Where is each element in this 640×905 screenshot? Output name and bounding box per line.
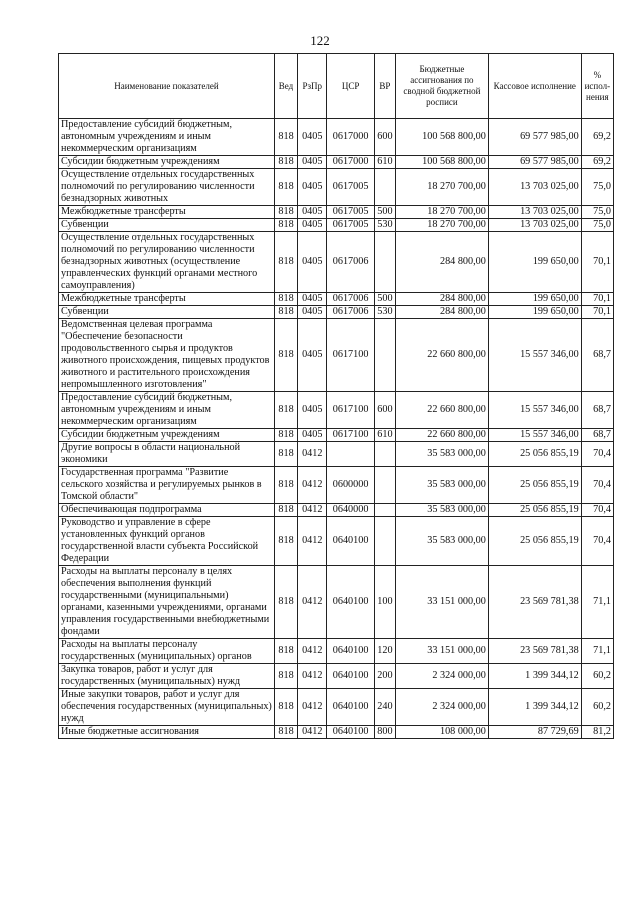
- row-name: Обеспечивающая подпрограмма: [59, 504, 275, 517]
- row-name: Субвенции: [59, 306, 275, 319]
- header-name: Наименование показателей: [59, 54, 275, 119]
- row-budget: 35 583 000,00: [396, 517, 489, 566]
- row-csr: 0617100: [327, 429, 374, 442]
- row-budget: 108 000,00: [396, 726, 489, 739]
- header-rzpr: РзПр: [298, 54, 327, 119]
- header-ved: Вед: [274, 54, 297, 119]
- row-budget: 22 660 800,00: [396, 429, 489, 442]
- row-rzpr: 0412: [298, 664, 327, 689]
- row-csr: 0617100: [327, 319, 374, 392]
- row-csr: 0617006: [327, 306, 374, 319]
- table-row: [59, 232, 614, 293]
- row-percent: 69,2: [581, 119, 613, 156]
- row-cash: 25 056 855,19: [488, 467, 581, 504]
- table-row: [59, 319, 614, 392]
- row-name: Руководство и управление в сфере установленных функций органов государственной власти субъекта Российской Федерации: [59, 517, 275, 566]
- row-cash: 25 056 855,19: [488, 442, 581, 467]
- row-vr: 100: [374, 566, 395, 639]
- row-percent: 60,2: [581, 664, 613, 689]
- row-budget: 22 660 800,00: [396, 392, 489, 429]
- row-csr: 0640100: [327, 639, 374, 664]
- row-vr: 500: [374, 293, 395, 306]
- row-percent: 70,1: [581, 232, 613, 293]
- row-rzpr: 0412: [298, 504, 327, 517]
- table-row: [59, 306, 614, 319]
- table-row: [59, 206, 614, 219]
- row-csr: 0617005: [327, 219, 374, 232]
- row-ved: 818: [274, 429, 297, 442]
- table-row: [59, 664, 614, 689]
- row-cash: 15 557 346,00: [488, 392, 581, 429]
- budget-execution-table: [58, 53, 614, 739]
- row-rzpr: 0405: [298, 232, 327, 293]
- row-name: Государственная программа "Развитие сельского хозяйства и регулируемых рынков в Томской области": [59, 467, 275, 504]
- row-percent: 70,4: [581, 517, 613, 566]
- row-vr: 610: [374, 156, 395, 169]
- row-name: Иные закупки товаров, работ и услуг для обеспечения государственных (муниципальных) нужд: [59, 689, 275, 726]
- row-budget: 35 583 000,00: [396, 442, 489, 467]
- page-number: 122: [310, 33, 330, 48]
- row-cash: 23 569 781,38: [488, 566, 581, 639]
- row-vr: 600: [374, 119, 395, 156]
- row-cash: 199 650,00: [488, 306, 581, 319]
- row-ved: 818: [274, 392, 297, 429]
- row-percent: 68,7: [581, 429, 613, 442]
- row-vr: [374, 319, 395, 392]
- table-row: [59, 169, 614, 206]
- row-percent: 71,1: [581, 639, 613, 664]
- header-vr: ВР: [374, 54, 395, 119]
- row-ved: 818: [274, 232, 297, 293]
- row-name: Ведомственная целевая программа "Обеспечение безопасности продовольственного сырья и продуктов животного происхождения, пищевых продуктов животного и растительного происхождения непромышленного изготовления": [59, 319, 275, 392]
- table-row: [59, 504, 614, 517]
- row-name: Субвенции: [59, 219, 275, 232]
- row-cash: 199 650,00: [488, 232, 581, 293]
- table-row: [59, 467, 614, 504]
- header-percent: % испол-нения: [581, 54, 613, 119]
- row-csr: 0640100: [327, 664, 374, 689]
- row-vr: [374, 442, 395, 467]
- row-budget: 33 151 000,00: [396, 639, 489, 664]
- row-name: Другие вопросы в области национальной экономики: [59, 442, 275, 467]
- row-vr: [374, 467, 395, 504]
- row-ved: 818: [274, 219, 297, 232]
- row-cash: 69 577 985,00: [488, 119, 581, 156]
- row-rzpr: 0405: [298, 169, 327, 206]
- row-ved: 818: [274, 467, 297, 504]
- row-percent: 68,7: [581, 392, 613, 429]
- table-row: [59, 639, 614, 664]
- row-budget: 284 800,00: [396, 306, 489, 319]
- row-rzpr: 0405: [298, 293, 327, 306]
- row-budget: 100 568 800,00: [396, 156, 489, 169]
- row-vr: [374, 169, 395, 206]
- row-ved: 818: [274, 504, 297, 517]
- row-percent: 70,4: [581, 467, 613, 504]
- row-name: Межбюджетные трансферты: [59, 206, 275, 219]
- row-csr: 0640100: [327, 689, 374, 726]
- row-vr: 500: [374, 206, 395, 219]
- row-csr: 0617005: [327, 169, 374, 206]
- row-csr: 0617000: [327, 156, 374, 169]
- row-ved: 818: [274, 306, 297, 319]
- row-cash: 13 703 025,00: [488, 169, 581, 206]
- table-row: [59, 429, 614, 442]
- row-ved: 818: [274, 293, 297, 306]
- row-rzpr: 0412: [298, 726, 327, 739]
- row-vr: [374, 504, 395, 517]
- row-vr: 800: [374, 726, 395, 739]
- row-cash: 1 399 344,12: [488, 689, 581, 726]
- row-percent: 81,2: [581, 726, 613, 739]
- row-cash: 25 056 855,19: [488, 504, 581, 517]
- row-name: Осуществление отдельных государственных полномочий по регулированию численности безнадзорных животных: [59, 169, 275, 206]
- row-ved: 818: [274, 566, 297, 639]
- row-csr: [327, 442, 374, 467]
- row-rzpr: 0405: [298, 156, 327, 169]
- row-ved: 818: [274, 156, 297, 169]
- row-cash: 13 703 025,00: [488, 206, 581, 219]
- row-percent: 75,0: [581, 219, 613, 232]
- row-name: Закупка товаров, работ и услуг для государственных (муниципальных) нужд: [59, 664, 275, 689]
- row-ved: 818: [274, 639, 297, 664]
- row-csr: 0640100: [327, 517, 374, 566]
- row-percent: 68,7: [581, 319, 613, 392]
- row-budget: 284 800,00: [396, 232, 489, 293]
- table-row: [59, 517, 614, 566]
- row-percent: 70,1: [581, 293, 613, 306]
- row-vr: 200: [374, 664, 395, 689]
- row-rzpr: 0405: [298, 206, 327, 219]
- row-csr: 0617100: [327, 392, 374, 429]
- row-percent: 70,1: [581, 306, 613, 319]
- row-ved: 818: [274, 442, 297, 467]
- row-rzpr: 0412: [298, 566, 327, 639]
- row-budget: 33 151 000,00: [396, 566, 489, 639]
- row-percent: 70,4: [581, 504, 613, 517]
- row-cash: 15 557 346,00: [488, 319, 581, 392]
- row-vr: 610: [374, 429, 395, 442]
- row-percent: 60,2: [581, 689, 613, 726]
- row-ved: 818: [274, 689, 297, 726]
- row-csr: 0600000: [327, 467, 374, 504]
- row-csr: 0617006: [327, 232, 374, 293]
- row-ved: 818: [274, 726, 297, 739]
- row-percent: 70,4: [581, 442, 613, 467]
- row-rzpr: 0405: [298, 319, 327, 392]
- row-name: Расходы на выплаты персоналу в целях обеспечения выполнения функций государственными (муниципальными) органами, казенными учреждениями, органами управления государственными внебюджетными фондами: [59, 566, 275, 639]
- row-budget: 18 270 700,00: [396, 169, 489, 206]
- row-csr: 0617005: [327, 206, 374, 219]
- table-row: [59, 726, 614, 739]
- row-rzpr: 0405: [298, 429, 327, 442]
- row-budget: 284 800,00: [396, 293, 489, 306]
- row-rzpr: 0405: [298, 119, 327, 156]
- row-csr: 0640100: [327, 566, 374, 639]
- row-percent: 69,2: [581, 156, 613, 169]
- row-budget: 2 324 000,00: [396, 664, 489, 689]
- table-header-row: [59, 54, 614, 119]
- row-rzpr: 0412: [298, 442, 327, 467]
- row-name: Предоставление субсидий бюджетным, автономным учреждениям и иным некоммерческим организациям: [59, 392, 275, 429]
- row-vr: 120: [374, 639, 395, 664]
- row-ved: 818: [274, 517, 297, 566]
- row-name: Иные бюджетные ассигнования: [59, 726, 275, 739]
- row-rzpr: 0412: [298, 689, 327, 726]
- table-row: [59, 392, 614, 429]
- row-name: Осуществление отдельных государственных полномочий по регулированию численности безнадзорных животных (осуществление управленческих функций органами местного самоуправления): [59, 232, 275, 293]
- row-ved: 818: [274, 206, 297, 219]
- row-cash: 15 557 346,00: [488, 429, 581, 442]
- row-vr: 600: [374, 392, 395, 429]
- row-name: Расходы на выплаты персоналу государственных (муниципальных) органов: [59, 639, 275, 664]
- row-ved: 818: [274, 119, 297, 156]
- row-rzpr: 0412: [298, 639, 327, 664]
- table-row: [59, 442, 614, 467]
- row-cash: 69 577 985,00: [488, 156, 581, 169]
- row-cash: 23 569 781,38: [488, 639, 581, 664]
- row-csr: 0640000: [327, 504, 374, 517]
- row-name: Субсидии бюджетным учреждениям: [59, 156, 275, 169]
- table-body: [59, 119, 614, 739]
- table-row: [59, 566, 614, 639]
- table-row: [59, 119, 614, 156]
- row-csr: 0640100: [327, 726, 374, 739]
- row-budget: 22 660 800,00: [396, 319, 489, 392]
- row-vr: 530: [374, 306, 395, 319]
- row-vr: [374, 517, 395, 566]
- row-cash: 13 703 025,00: [488, 219, 581, 232]
- row-ved: 818: [274, 319, 297, 392]
- table-row: [59, 156, 614, 169]
- row-csr: 0617000: [327, 119, 374, 156]
- row-rzpr: 0412: [298, 467, 327, 504]
- row-budget: 18 270 700,00: [396, 206, 489, 219]
- row-budget: 18 270 700,00: [396, 219, 489, 232]
- row-name: Субсидии бюджетным учреждениям: [59, 429, 275, 442]
- header-cash: Кассовое исполнение: [488, 54, 581, 119]
- row-vr: 240: [374, 689, 395, 726]
- row-rzpr: 0412: [298, 517, 327, 566]
- row-budget: 35 583 000,00: [396, 504, 489, 517]
- row-ved: 818: [274, 169, 297, 206]
- row-rzpr: 0405: [298, 306, 327, 319]
- row-ved: 818: [274, 664, 297, 689]
- table-row: [59, 219, 614, 232]
- row-percent: 71,1: [581, 566, 613, 639]
- row-cash: 1 399 344,12: [488, 664, 581, 689]
- row-cash: 87 729,69: [488, 726, 581, 739]
- row-csr: 0617006: [327, 293, 374, 306]
- row-vr: 530: [374, 219, 395, 232]
- row-rzpr: 0405: [298, 219, 327, 232]
- row-percent: 75,0: [581, 206, 613, 219]
- row-cash: 199 650,00: [488, 293, 581, 306]
- row-cash: 25 056 855,19: [488, 517, 581, 566]
- row-vr: [374, 232, 395, 293]
- row-percent: 75,0: [581, 169, 613, 206]
- row-rzpr: 0405: [298, 392, 327, 429]
- table-row: [59, 293, 614, 306]
- row-name: Предоставление субсидий бюджетным, автономным учреждениям и иным некоммерческим организациям: [59, 119, 275, 156]
- header-csr: ЦСР: [327, 54, 374, 119]
- row-budget: 35 583 000,00: [396, 467, 489, 504]
- row-budget: 2 324 000,00: [396, 689, 489, 726]
- row-budget: 100 568 800,00: [396, 119, 489, 156]
- table-row: [59, 689, 614, 726]
- header-budget: Бюджетные ассигнования по сводной бюджетной росписи: [396, 54, 489, 119]
- row-name: Межбюджетные трансферты: [59, 293, 275, 306]
